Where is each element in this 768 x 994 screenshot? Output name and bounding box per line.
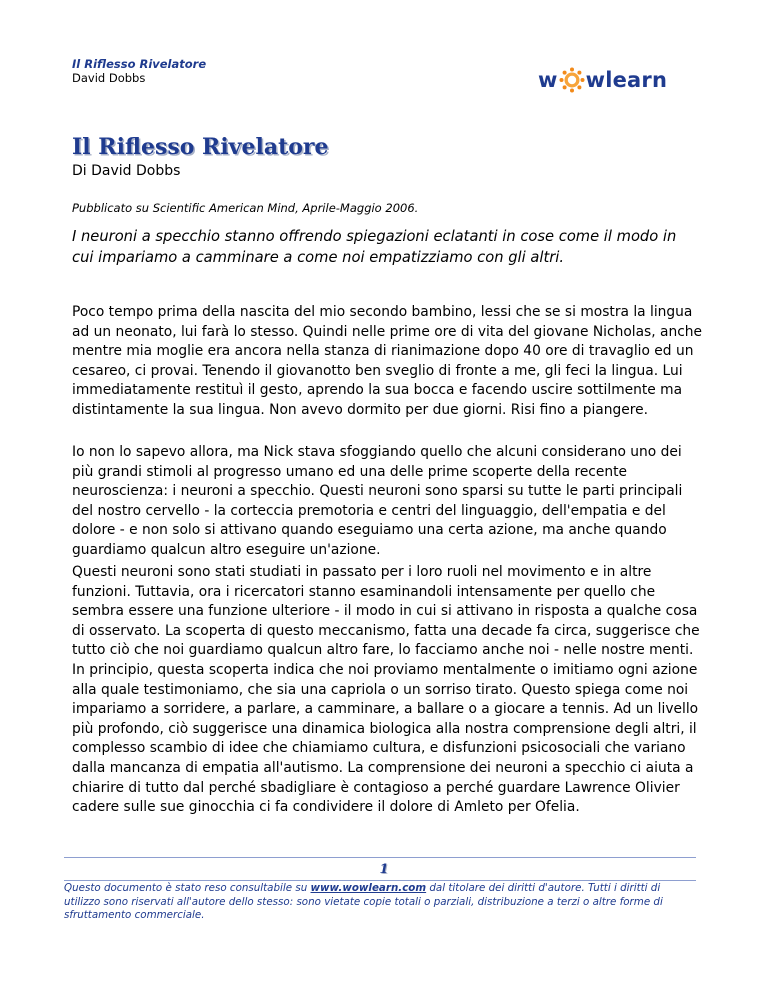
body-paragraph: Io non lo sapevo allora, ma Nick stava sfoggiando quello che alcuni considerano uno dei più grandi stimoli al progresso umano ed una delle prime scoperte della recente neuroscienza: i neuroni a specchio. Questi neuroni sono sparsi su tutte le parti principali del nostro cervello - la corteccia premotoria e centri del linguaggio, dell'empatia e del dolore - e non solo si attivano quando eseguiamo una certa azione, ma anche quando guardiamo qualcun altro eseguire un'azione. bbox=[72, 444, 683, 558]
copyright-note-suffix: dal titolare dei diritti d'autore. Tutti i diritti di utilizzo sono riservati all'autore dello stesso: sono vietate copie totali o parziali, distribuzione a terzi o altre forme di sfruttamento commerciale. bbox=[64, 882, 663, 921]
running-header-author: David Dobbs bbox=[72, 71, 146, 85]
wowlearn-link[interactable]: www.wowlearn.com bbox=[310, 882, 427, 894]
logo-text-end: wlearn bbox=[585, 68, 668, 92]
copyright-note-prefix: Questo documento è stato reso consultabile su bbox=[64, 882, 311, 894]
sun-icon bbox=[559, 67, 585, 93]
publication-note: Pubblicato su Scientific American Mind, Aprile-Maggio 2006. bbox=[72, 201, 419, 215]
article-lead: I neuroni a specchio stanno offrendo spiegazioni eclatanti in cose come il modo in cui impariamo a camminare a come noi empatizziamo con gli altri. bbox=[72, 228, 677, 266]
page-number: 1 bbox=[379, 862, 389, 877]
logo-text-start: w bbox=[538, 68, 558, 92]
body-paragraph: Questi neuroni sono stati studiati in passato per i loro ruoli nel movimento e in altre funzioni. Tuttavia, ora i ricercatori stanno esaminandoli intensamente per quello che sembra essere una funzione ulteriore - il modo in cui si attivano in risposta a qualche cosa di osservato. La scoperta di questo meccanismo, fatta una decade fa circa, suggerisce che tutto ciò che noi guardiamo qualcun altro fare, lo facciamo anche noi - nelle nostre menti. In principio, questa scoperta indica che noi proviamo mentalmente o imitiamo ogni azione alla quale testimoniamo, che sia una capriola o un sorriso tirato. Questo spiega come noi impariamo a sorridere, a parlare, a camminare, a ballare o a giocare a tennis. Ad un livello più profondo, ciò suggerisce una dinamica biologica alla nostra comprensione degli altri, il complesso scambio di idee che chiamiamo cultura, e disfunzioni psicosociali che variano dalla mancanza di empatia all'autismo. La comprensione dei neuroni a specchio ci aiuta a chiarire di tutto dal perché sbadigliare è contagioso a perché guardare Lawrence Olivier cadere sulle sue ginocchia ci fa condividere il dolore di Amleto per Ofelia. bbox=[72, 564, 700, 816]
article-title: Il Riflesso Rivelatore bbox=[72, 134, 329, 160]
copyright-note bbox=[64, 882, 696, 923]
wowlearn-logo bbox=[538, 64, 667, 96]
footer-divider bbox=[64, 857, 696, 858]
footer-divider bbox=[64, 880, 696, 881]
article-byline: Di David Dobbs bbox=[72, 163, 181, 179]
body-paragraph: Poco tempo prima della nascita del mio secondo bambino, lessi che se si mostra la lingua ad un neonato, lui farà lo stesso. Quindi nelle prime ore di vita del giovane Nicholas, anche mentre mia moglie era ancora nella stanza di rianimazione dopo 40 ore di travaglio ed un cesareo, ci provai. Tenendo il giovanotto ben sveglio di fronte a me, gli feci la lingua. Lui immediatamente restituì il gesto, aprendo la sua bocca e facendo uscire sottilmente ma distintamente la sua lingua. Non avevo dormito per due giorni. Risi fino a piangere. bbox=[72, 304, 703, 418]
running-header-title: Il Riflesso Rivelatore bbox=[72, 57, 207, 71]
